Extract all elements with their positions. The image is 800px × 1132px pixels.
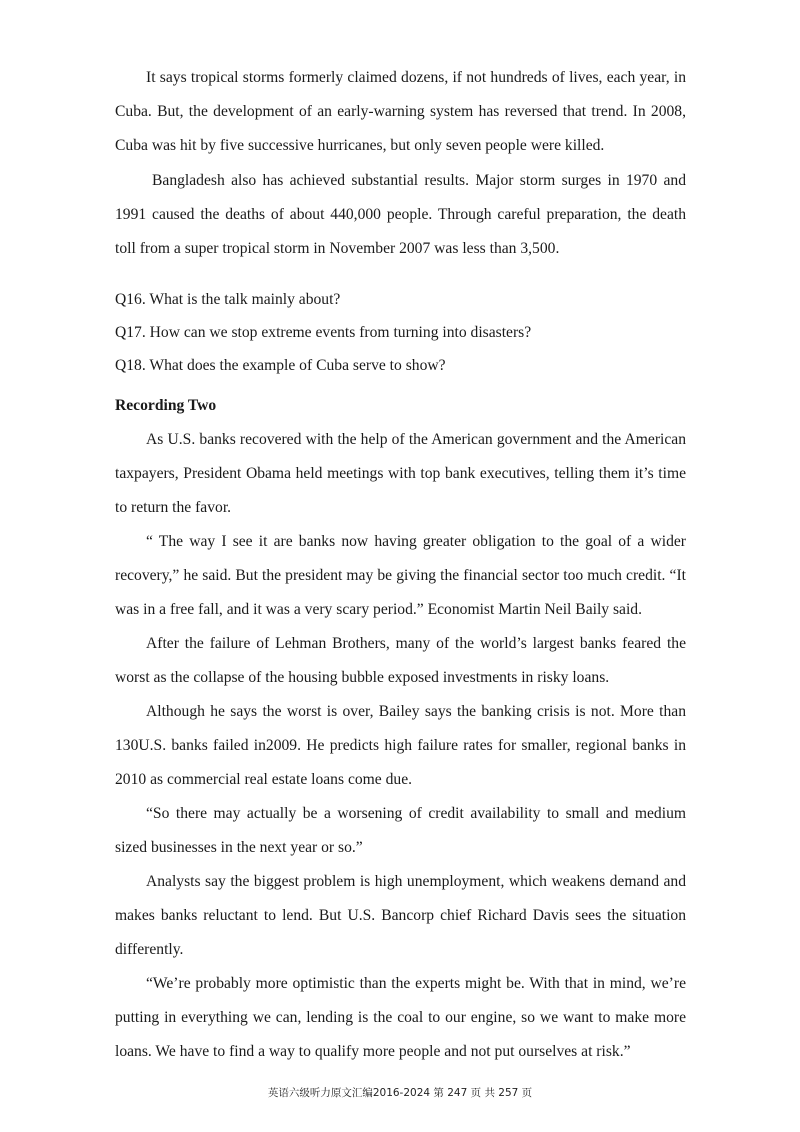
paragraph-davis-quote: “We’re probably more optimistic than the experts might be. With that in mind, we’re putting in everything we can, lending is the coal to our engine, so we want to make more loans. We have to find a way to qualify more people and not put ourselves at risk.” (115, 975, 686, 1060)
paragraph-analysts: Analysts say the biggest problem is high unemployment, which weakens demand and makes banks reluctant to lend. But U.S. Bancorp chief Richard Davis sees the situation differently. (115, 873, 686, 958)
page-footer: 英语六级听力原文汇编2016-2024 第 247 页 共 257 页 (267, 1087, 533, 1099)
question-18: Q18. What does the example of Cuba serve to show? (115, 357, 446, 374)
paragraph-credit-quote: “So there may actually be a worsening of credit availability to small and medium sized businesses in the next year or so.” (115, 805, 686, 856)
top-paragraphs (115, 61, 686, 266)
paragraph-banks-recovered: As U.S. banks recovered with the help of the American government and the American taxpayers, President Obama held meetings with top bank executives, telling them it’s time to return the favor. (115, 431, 686, 516)
paragraph-lehman: After the failure of Lehman Brothers, many of the world’s largest banks feared the worst as the collapse of the housing bubble exposed investments in risky loans. (115, 635, 686, 686)
paragraph-bangladesh: Bangladesh also has achieved substantial results. Major storm surges in 1970 and 1991 caused the deaths of about 440,000 people. Through careful preparation, the death toll from a super tropical storm in November 2007 was less than 3,500. (115, 172, 686, 257)
question-list (115, 283, 686, 382)
section-heading-block (115, 389, 686, 423)
main-paragraphs (115, 423, 686, 1069)
paragraph-bailey: Although he says the worst is over, Bailey says the banking crisis is not. More than 130U.S. banks failed in2009. He predicts high failure rates for smaller, regional banks in 2010 as commercial real estate loans come due. (115, 703, 686, 788)
section-heading: Recording Two (115, 397, 217, 414)
question-17: Q17. How can we stop extreme events from turning into disasters? (115, 324, 532, 341)
paragraph-obama-quote: “ The way I see it are banks now having greater obligation to the goal of a wider recovery,” he said. But the president may be giving the financial sector too much credit. “It was in a free fall, and it was a very scary period.” Economist Martin Neil Baily said. (115, 533, 686, 618)
paragraph-cuba: It says tropical storms formerly claimed dozens, if not hundreds of lives, each year, in Cuba. But, the development of an early-warning system has reversed that trend. In 2008, Cuba was hit by five successive hurricanes, but only seven people were killed. (115, 69, 686, 154)
question-16: Q16. What is the talk mainly about? (115, 291, 341, 308)
